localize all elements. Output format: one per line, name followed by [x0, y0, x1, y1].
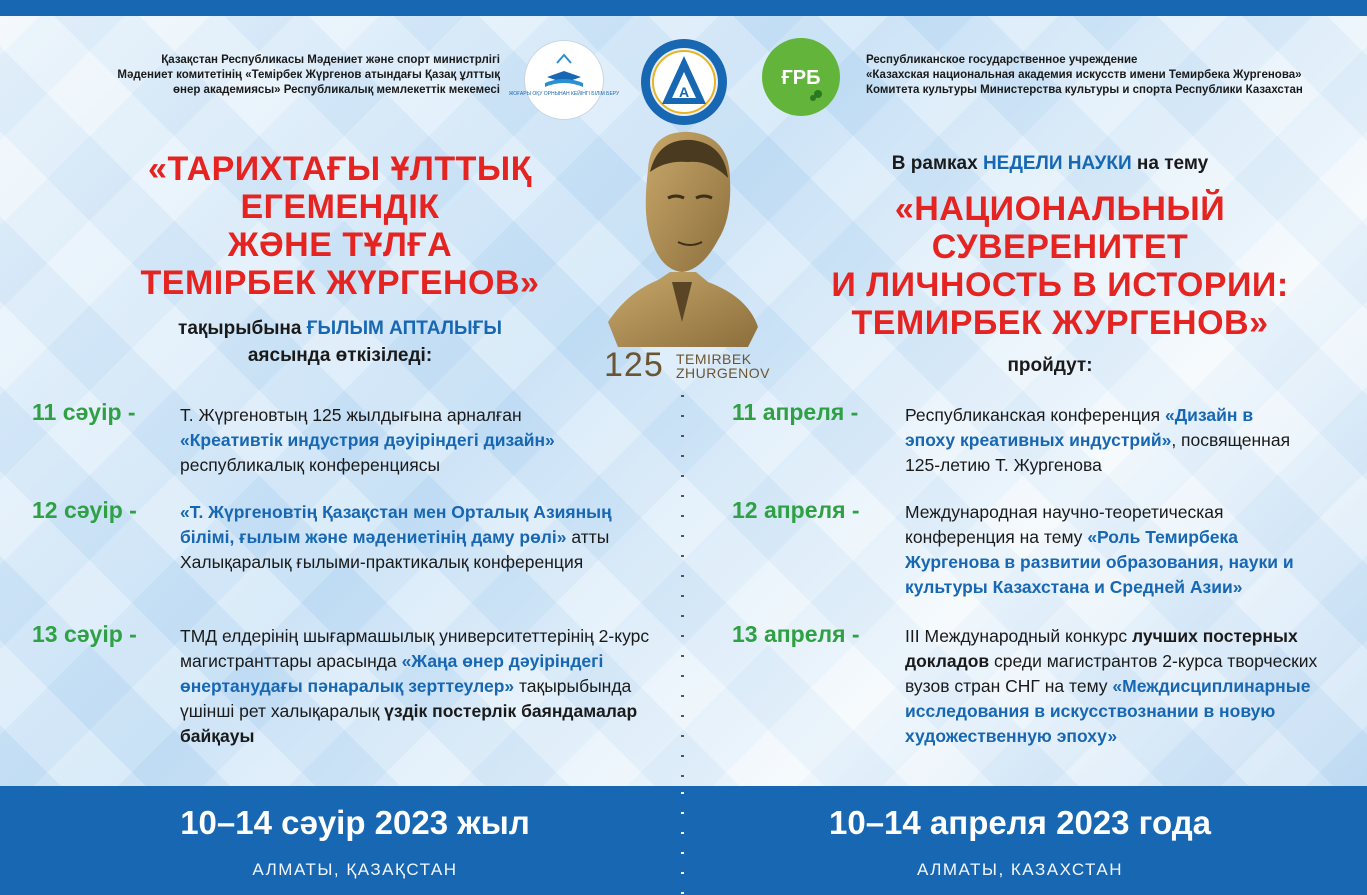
- subtitle-ru-top: В рамках НЕДЕЛИ НАУКИ на тему: [891, 153, 1209, 174]
- event-date-kz-3: 13 сәуір -: [32, 621, 137, 647]
- org-name-ru: Республиканское государственное учреждение «Казахская национальная академия искусств имени Темирбека Жургенова» Комитета культуры Министерства культуры и спорта Республики Казахстан: [866, 54, 1303, 96]
- portrait-number: 125: [604, 346, 664, 384]
- event-desc-ru-1: Республиканская конференция «Дизайн в эпоху креативных индустрий», посвященная 125-летию Т. Жургенова: [905, 405, 1291, 475]
- event-date-kz-2: 12 сәуір -: [32, 497, 137, 523]
- subtitle-ru-bottom: пройдут:: [1007, 355, 1093, 376]
- event-desc-kz-1: Т. Жүргеновтың 125 жылдығына арналған «Креативтік индустрия дәуіріндегі дизайн» республикалық конференциясы: [180, 405, 555, 475]
- top-bar: [0, 0, 1367, 16]
- academy-logo: [640, 38, 728, 126]
- portrait: [598, 122, 766, 380]
- subtitle-kz: тақырыбына ҒЫЛЫМ АПТАЛЫҒЫ аясында өткізіледі:: [178, 318, 502, 366]
- portrait-name: TEMIRBEK ZHURGENOV: [676, 351, 770, 381]
- event-desc-kz-3: ТМД елдерінің шығармашылық университеттерінің 2-курс магистранттары арасында «Жаңа өнер дәуіріндегі өнертанудағы пәнаралық зерттеулер» тақырыбында үшінші рет халықаралық үздік постерлік баяндамалар байқауы: [180, 626, 650, 746]
- footer-date-kz: 10–14 сәуір 2023 жыл: [180, 804, 530, 841]
- event-date-kz-1: 11 сәуір -: [32, 399, 136, 425]
- svg-text:A: A: [678, 84, 690, 100]
- footer-city-ru: АЛМАТЫ, КАЗАХСТАН: [916, 860, 1123, 879]
- org-name-kz: Қазақстан Республикасы Мәдениет және спорт министрлігі Мәдениет комитетінің «Темірбек Жүргенов атындағы Қазақ ұлттық өнер академиясы» Республикалық мемлекеттік мекемесі: [117, 54, 500, 96]
- event-desc-ru-3: III Международный конкурс лучших постерных докладов среди магистрантов 2-курса творческих вузов стран СНГ на тему «Междисциплинарные исследования в искусствознании в новую художественную эпоху»: [905, 626, 1318, 746]
- event-desc-ru-2: Международная научно-теоретическая конференция на тему «Роль Темирбека Жургенова в развитии образования, науки и культуры Казахстана и Средней Азии»: [905, 502, 1294, 597]
- event-date-ru-3: 13 апреля -: [732, 621, 860, 647]
- svg-text:ҒРБ: ҒРБ: [781, 67, 821, 89]
- footer-city-kz: АЛМАТЫ, ҚАЗАҚСТАН: [252, 860, 458, 879]
- title-kz: «ТАРИХТАҒЫ ҰЛТТЫҚ ЕГЕМЕНДІК ЖӘНЕ ТҰЛҒА ТЕМІРБЕК ЖҮРГЕНОВ»: [140, 150, 540, 302]
- education-logo: [508, 40, 620, 120]
- event-date-ru-2: 12 апреля -: [732, 497, 860, 523]
- event-desc-kz-2: «Т. Жүргеновтің Қазақстан мен Орталық Азияның білімі, ғылым және мәдениетінің даму рөлі» атты Халықаралық ғылыми-практикалық конференция: [180, 502, 612, 572]
- footer-date-ru: 10–14 апреля 2023 года: [828, 804, 1212, 841]
- grb-logo: [762, 38, 840, 116]
- title-ru: «НАЦИОНАЛЬНЫЙ СУВЕРЕНИТЕТ И ЛИЧНОСТЬ В ИСТОРИИ: ТЕМИРБЕК ЖУРГЕНОВ»: [831, 190, 1289, 342]
- footer-divider: [681, 792, 684, 895]
- svg-text:ЖОҒАРЫ ОҚУ ОРНЫНАН КЕЙІНГІ БІЛ: ЖОҒАРЫ ОҚУ ОРНЫНАН КЕЙІНГІ БІЛІМ БЕРУ: [508, 91, 620, 97]
- event-date-ru-1: 11 апреля -: [732, 399, 859, 425]
